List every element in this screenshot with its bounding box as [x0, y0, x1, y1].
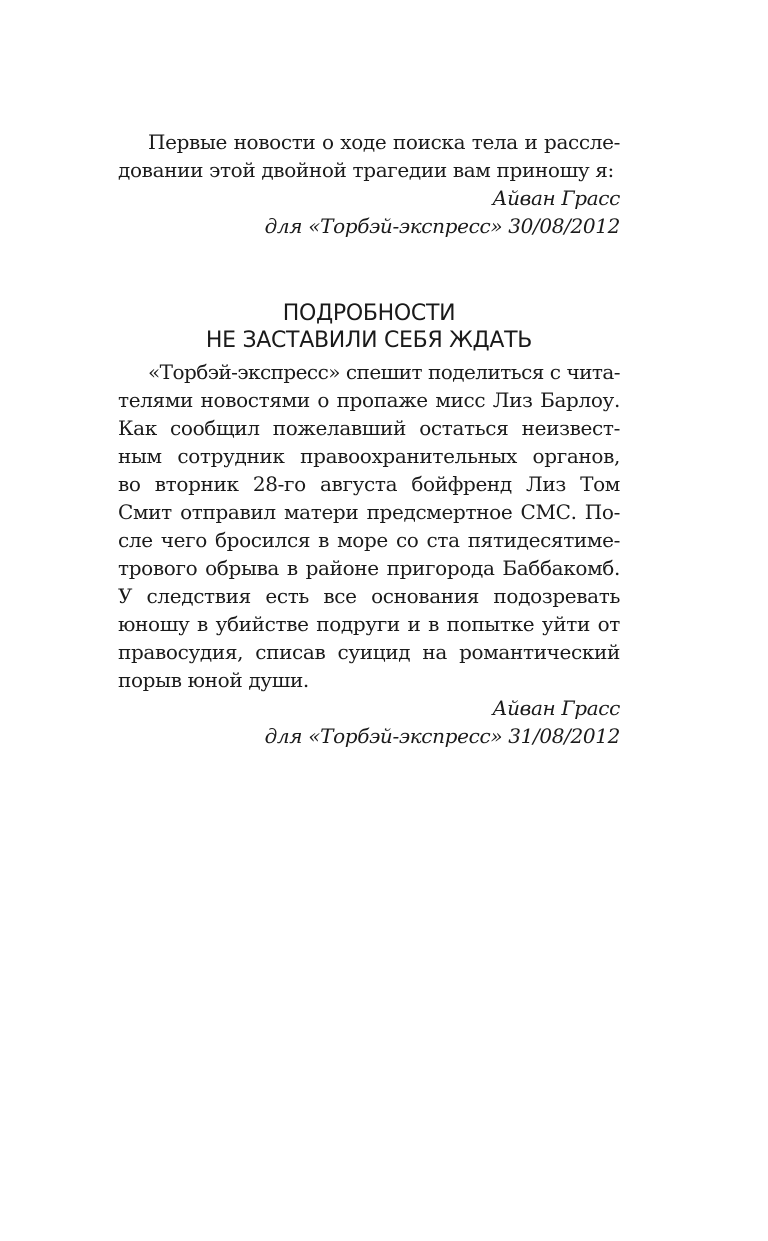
- paragraph-line: правосудия, списав суицид на романтический: [118, 640, 620, 664]
- author-name: Айван Грасс: [492, 696, 620, 720]
- article-1: [118, 128, 620, 240]
- paragraph-line: У следствия есть все основания подозревать: [118, 584, 620, 608]
- article-heading: [118, 300, 620, 354]
- paragraph-line: довании этой двойной трагедии вам приношу я:: [118, 158, 614, 182]
- paragraph-line: Как сообщил пожелавший остаться неизвест-: [118, 416, 620, 440]
- paragraph-line: юношу в убийстве подруги и в попытке уйти от: [118, 612, 620, 636]
- paragraph-line: порыв юной души.: [118, 668, 309, 692]
- paragraph-line: ным сотрудник правоохранительных органов,: [118, 444, 620, 468]
- byline: для «Торбэй-экспресс» 31/08/2012: [264, 724, 620, 748]
- paragraph-line: сле чего бросился в море со ста пятидесятиме-: [118, 528, 620, 552]
- heading-line: НЕ ЗАСТАВИЛИ СЕБЯ ЖДАТЬ: [205, 328, 533, 353]
- byline: для «Торбэй-экспресс» 30/08/2012: [264, 214, 620, 238]
- section-gap: [118, 240, 620, 300]
- paragraph-line: Смит отправил матери предсмертное СМС. По-: [118, 500, 620, 524]
- book-page: [118, 128, 620, 750]
- paragraph-line: во вторник 28-го августа бойфренд Лиз Том: [118, 472, 620, 496]
- paragraph-line: Первые новости о ходе поиска тела и рассле-: [148, 130, 620, 154]
- author-name: Айван Грасс: [492, 186, 620, 210]
- paragraph-line: трового обрыва в районе пригорода Баббакомб.: [118, 556, 620, 580]
- paragraph-line: телями новостями о пропаже мисс Лиз Барлоу.: [118, 388, 620, 412]
- heading-line: ПОДРОБНОСТИ: [282, 301, 456, 326]
- article-2: [118, 300, 620, 750]
- paragraph-line: «Торбэй-экспресс» спешит поделиться с чита-: [148, 360, 620, 384]
